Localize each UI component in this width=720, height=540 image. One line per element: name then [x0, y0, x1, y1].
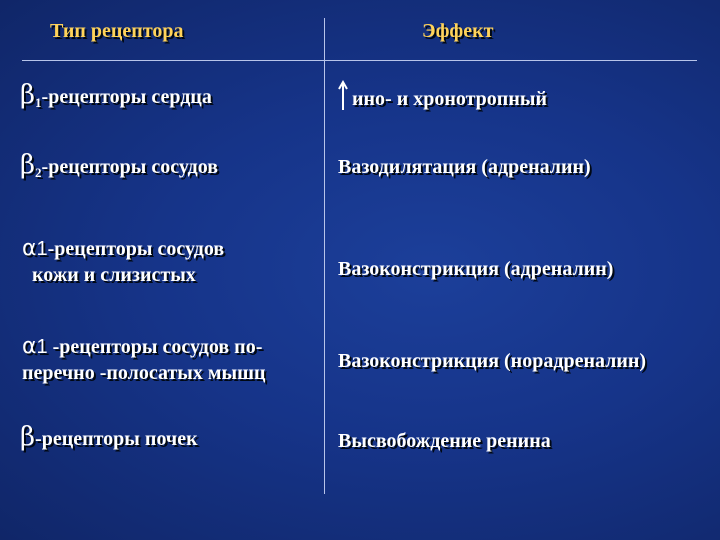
row-4-effect: Вазоконстрикция (норадреналин) — [338, 350, 647, 372]
receptor-text: -рецепторы сосудов — [41, 156, 219, 178]
alpha-symbol: α — [22, 334, 37, 359]
row-5-receptor — [20, 424, 198, 452]
receptor-text-line2: кожи и слизистых — [32, 264, 196, 286]
alpha-symbol: α — [22, 236, 37, 261]
beta-symbol: β — [20, 422, 36, 452]
column-divider — [324, 18, 325, 494]
receptor-number: 1 — [36, 336, 48, 358]
beta-symbol: β — [20, 80, 36, 110]
receptor-text-line1: -рецепторы сосудов — [47, 238, 225, 260]
up-arrow-icon — [338, 80, 352, 110]
receptor-text-line1: -рецепторы сосудов по- — [47, 336, 263, 358]
row-2-effect: Вазодилятация (адреналин) — [338, 156, 591, 178]
row-1-receptor — [20, 82, 212, 116]
row-5-effect: Высвобождение ренина — [338, 430, 551, 452]
header-effect: Эффект — [422, 20, 494, 42]
receptor-number: 1 — [36, 238, 48, 260]
row-1-effect: ино- и хронотропный — [352, 88, 547, 110]
row-4-receptor — [22, 334, 266, 386]
subscript: 1 — [35, 95, 42, 110]
beta-symbol: β — [20, 150, 36, 180]
row-2-receptor — [20, 152, 218, 186]
row-3-effect: Вазоконстрикция (адреналин) — [338, 258, 614, 280]
subscript: 2 — [35, 165, 42, 180]
receptor-text-line2: перечно -полосатых мышц — [22, 362, 266, 384]
header-divider — [22, 60, 697, 61]
row-3-receptor — [22, 236, 224, 288]
receptor-text: -рецепторы почек — [35, 428, 198, 450]
receptor-text: -рецепторы сердца — [41, 86, 212, 108]
header-receptor-type: Тип рецептора — [50, 20, 184, 42]
